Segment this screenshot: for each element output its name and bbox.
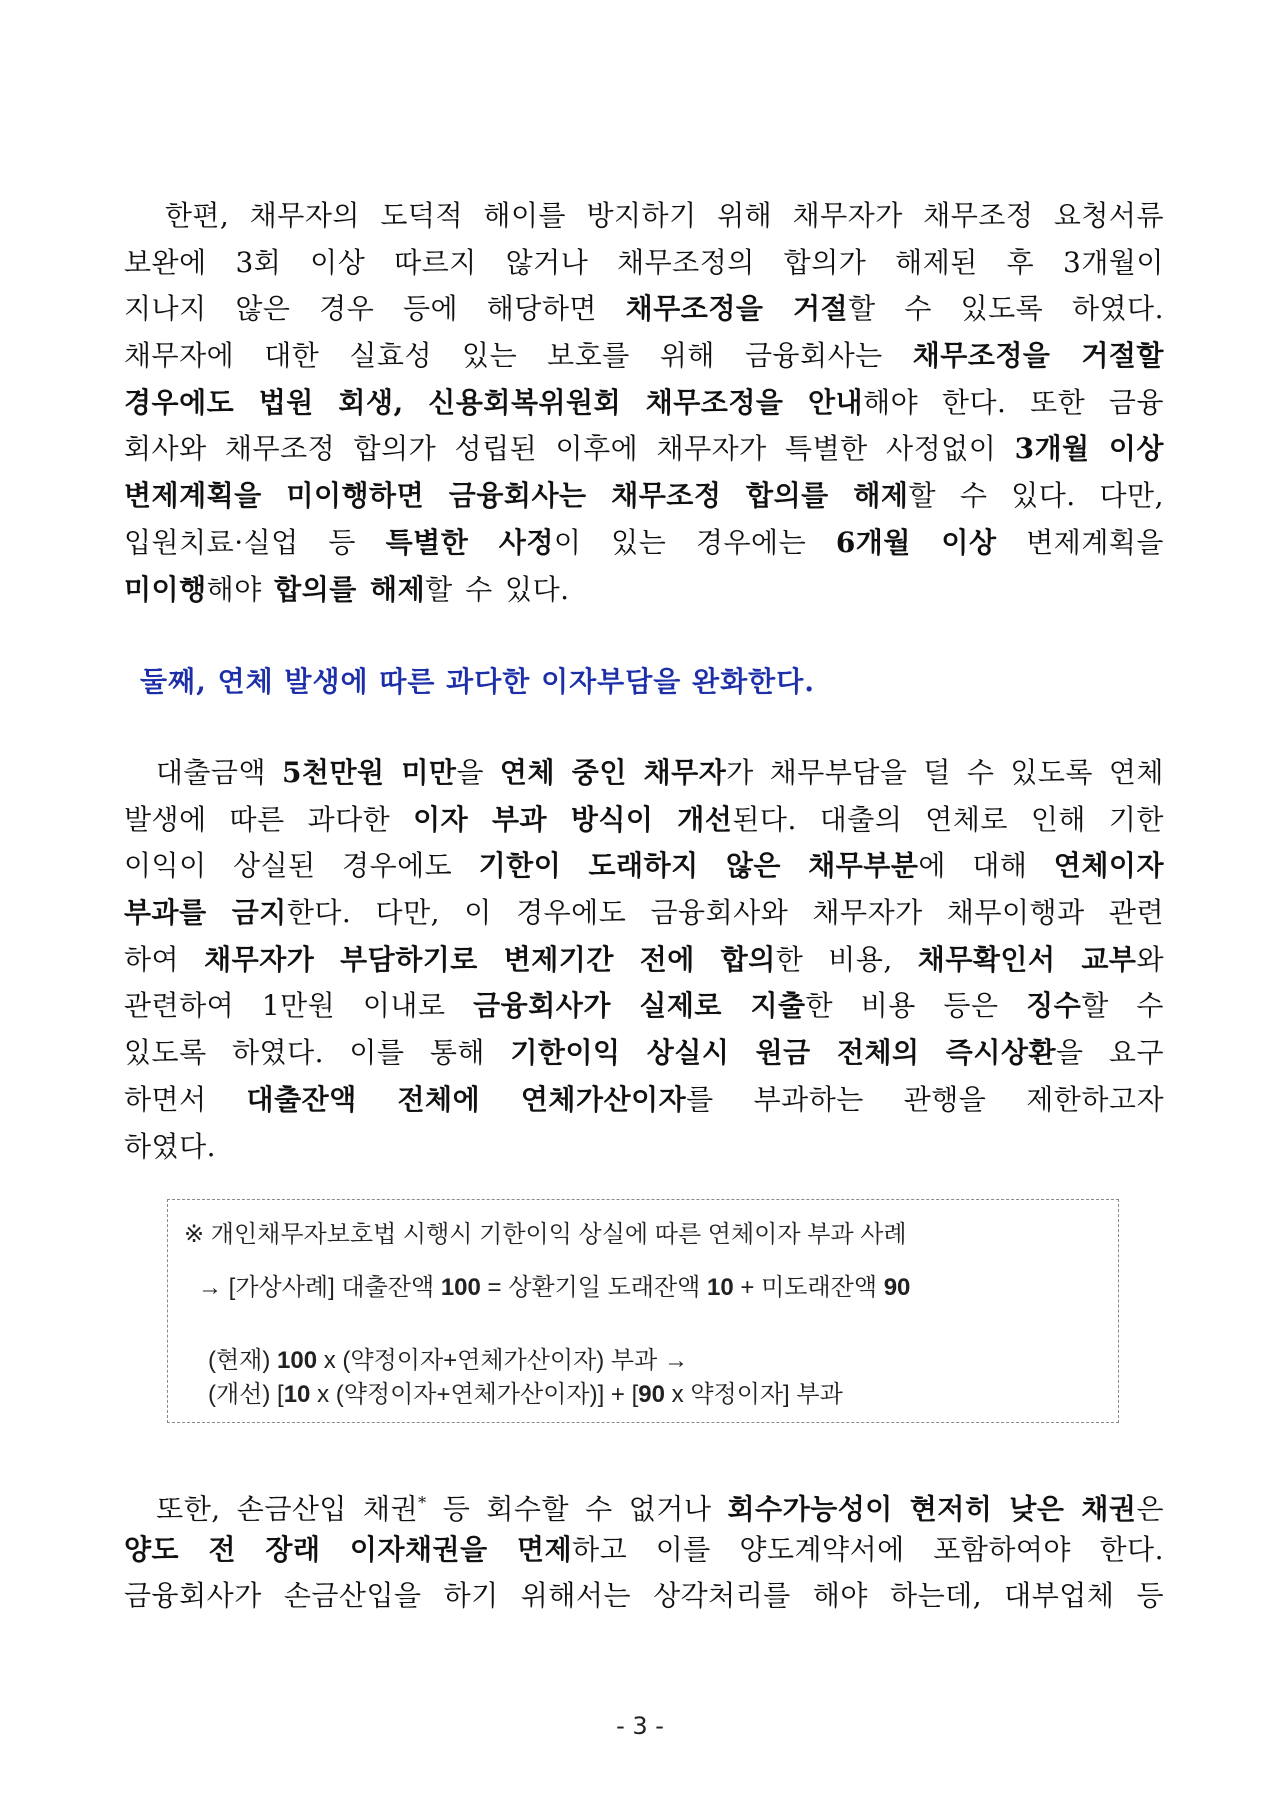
text-span: 변제계획을 (996, 525, 1164, 559)
example-box (167, 1199, 1119, 1423)
text-span: (현재) (208, 1347, 278, 1374)
footnote-marker: * (418, 1493, 427, 1512)
text-span: x (약정이자+연체가산이자)] + [ (310, 1381, 639, 1408)
text-span: 금융회사가 손금산입을 하기 위해서는 상각처리를 해야 하는데, 대부업체 등 (124, 1579, 1164, 1613)
text-span: 할 수 있다. 다만, (908, 479, 1164, 513)
text-span: 을 요구 (1056, 1036, 1165, 1070)
bold-text: 90 (883, 1274, 911, 1301)
text-span: 하고 이를 양도계약서에 포함하여야 한다. (572, 1532, 1164, 1566)
text-line (124, 426, 1164, 473)
text-span: 을 (456, 756, 500, 789)
section-heading: 둘째, 연체 발생에 따른 과다한 이자부담을 완화한다. (140, 665, 815, 698)
bold-text: 5천만원 미만 (281, 756, 457, 789)
bold-text: 회수가능성이 현저히 낮은 채권 (727, 1492, 1137, 1526)
bold-text: 100 (277, 1347, 318, 1374)
text-span: 이 있는 경우에는 (553, 525, 836, 559)
example-case-line (198, 1267, 910, 1302)
text-span: → [가상사례] 대출잔액 (198, 1274, 441, 1301)
text-line (124, 890, 1164, 937)
bold-text: 연체 중인 채무자 (499, 756, 727, 789)
bold-text: 이자 부과 방식이 개선 (413, 802, 733, 836)
text-line (124, 1030, 1164, 1077)
text-span: 채무자에 대한 실효성 있는 보호를 위해 금융회사는 (124, 339, 913, 373)
bold-text: 금융회사가 실제로 지출 (473, 989, 806, 1023)
bold-text: 채무확인서 교부 (917, 942, 1137, 976)
text-line (124, 797, 1164, 844)
text-line (124, 1527, 1164, 1574)
bold-text: 6개월 이상 (835, 525, 997, 559)
text-span: 이익이 상실된 경우에도 (124, 849, 479, 883)
text-span: 할 수 있다. (425, 572, 570, 606)
text-span: 보완에 3회 이상 따르지 않거나 채무조정의 합의가 해제된 후 3개월이 (124, 245, 1164, 279)
text-span: 한 비용, (775, 942, 918, 976)
bold-text: 합의를 해제 (274, 572, 426, 606)
text-span: 가 채무부담을 덜 수 있도록 연체 (726, 756, 1164, 789)
bold-text: 경우에도 법원 회생, 신용회복위원회 채무조정을 안내 (124, 385, 864, 419)
paragraph-debt-adjustment-refusal (124, 193, 1164, 613)
example-current-line (208, 1340, 688, 1375)
text-span: 해야 한다. 또한 금융 (863, 385, 1165, 419)
text-line (124, 1573, 1164, 1620)
text-span: 하면서 (124, 1082, 247, 1116)
text-line (124, 286, 1164, 333)
bold-text: 채무자가 부담하기로 변제기간 전에 합의 (204, 942, 776, 976)
text-span: 된다. 대출의 연체로 인해 기한 (732, 802, 1164, 836)
bold-text: 90 (638, 1381, 665, 1408)
text-span: = 상환기일 도래잔액 (480, 1274, 708, 1301)
text-line (124, 380, 1164, 427)
text-span: 발생에 따른 과다한 (124, 802, 414, 836)
example-improved-line (208, 1374, 843, 1409)
text-line (124, 520, 1164, 567)
text-line (124, 1077, 1164, 1124)
page-number: - 3 - (616, 1712, 664, 1740)
text-line (124, 240, 1164, 287)
bold-text: 미이행 (124, 572, 207, 606)
text-span: 있도록 하였다. 이를 통해 (124, 1036, 511, 1070)
text-line (124, 1124, 1164, 1171)
text-span: 한 비용 등은 (805, 989, 1027, 1023)
text-span: 회사와 채무조정 합의가 성립된 이후에 채무자가 특별한 사정없이 (124, 432, 1015, 466)
text-span: 와 (1136, 942, 1164, 976)
bold-text: 징수 (1026, 989, 1082, 1023)
text-span: 할 수 (1081, 989, 1164, 1023)
text-line (124, 333, 1164, 380)
bold-text: 양도 전 장래 이자채권을 면제 (124, 1532, 573, 1566)
text-span: 하여 (124, 942, 205, 976)
text-line (124, 567, 1164, 614)
example-box-title: ※ 개인채무자보호법 시행시 기한이익 상실에 따른 연체이자 부과 사례 (184, 1221, 907, 1248)
text-span: 또한, 손금산입 채권 (124, 1492, 419, 1526)
text-line (124, 750, 1164, 797)
text-span: 하였다. (124, 1129, 217, 1163)
text-line (124, 473, 1164, 520)
bold-text: 변제계획을 미이행하면 금융회사는 채무조정 합의를 해제 (124, 479, 909, 513)
paragraph-overdue-interest (124, 750, 1164, 1170)
text-span: 한다. 다만, 이 경우에도 금융회사와 채무자가 채무이행과 관련 (286, 896, 1164, 930)
text-span: x 약정이자] 부과 (664, 1381, 843, 1408)
text-span: 한편, 채무자의 도덕적 해이를 방지하기 위해 채무자가 채무조정 요청서류 (124, 199, 1164, 232)
bold-text: 부과를 금지 (124, 896, 287, 930)
bold-text: 10 (283, 1381, 311, 1408)
paragraph-bad-debt (124, 1480, 1164, 1620)
bold-text: 100 (440, 1274, 481, 1301)
text-span: + 미도래잔액 (733, 1274, 884, 1301)
text-line (124, 983, 1164, 1030)
text-span: 관련하여 1만원 이내로 (124, 989, 474, 1023)
text-span: 등 회수할 수 없거나 (426, 1492, 728, 1526)
text-span: 지나지 않은 경우 등에 해당하면 (124, 292, 626, 326)
bold-text: 3개월 이상 (1014, 432, 1164, 466)
bold-text: 연체이자 (1053, 849, 1164, 883)
text-span: 를 부과하는 관행을 제한하고자 (686, 1082, 1164, 1116)
text-span: (개선) [ (208, 1381, 284, 1408)
text-span: 할 수 있도록 하였다. (848, 292, 1164, 326)
bold-text: 특별한 사정 (385, 525, 554, 559)
text-span: 입원치료·실업 등 (124, 525, 386, 559)
text-span: 해야 (206, 572, 275, 606)
text-span: 대출금액 (124, 756, 282, 789)
text-line (124, 937, 1164, 984)
text-span: 은 (1136, 1492, 1165, 1526)
bold-text: 기한이 도래하지 않은 채무부분 (478, 849, 919, 883)
bold-text: 기한이익 상실시 원금 전체의 즉시상환 (510, 1036, 1056, 1070)
text-line (124, 1480, 1164, 1527)
text-span: 에 대해 (918, 849, 1054, 883)
text-line (124, 843, 1164, 890)
text-span: x (약정이자+연체가산이자) 부과 → (317, 1347, 688, 1374)
bold-text: 대출잔액 전체에 연체가산이자 (246, 1082, 687, 1116)
text-line (124, 193, 1164, 240)
bold-text: 10 (707, 1274, 734, 1301)
bold-text: 채무조정을 거절 (625, 292, 849, 326)
bold-text: 채무조정을 거절할 (912, 339, 1164, 373)
